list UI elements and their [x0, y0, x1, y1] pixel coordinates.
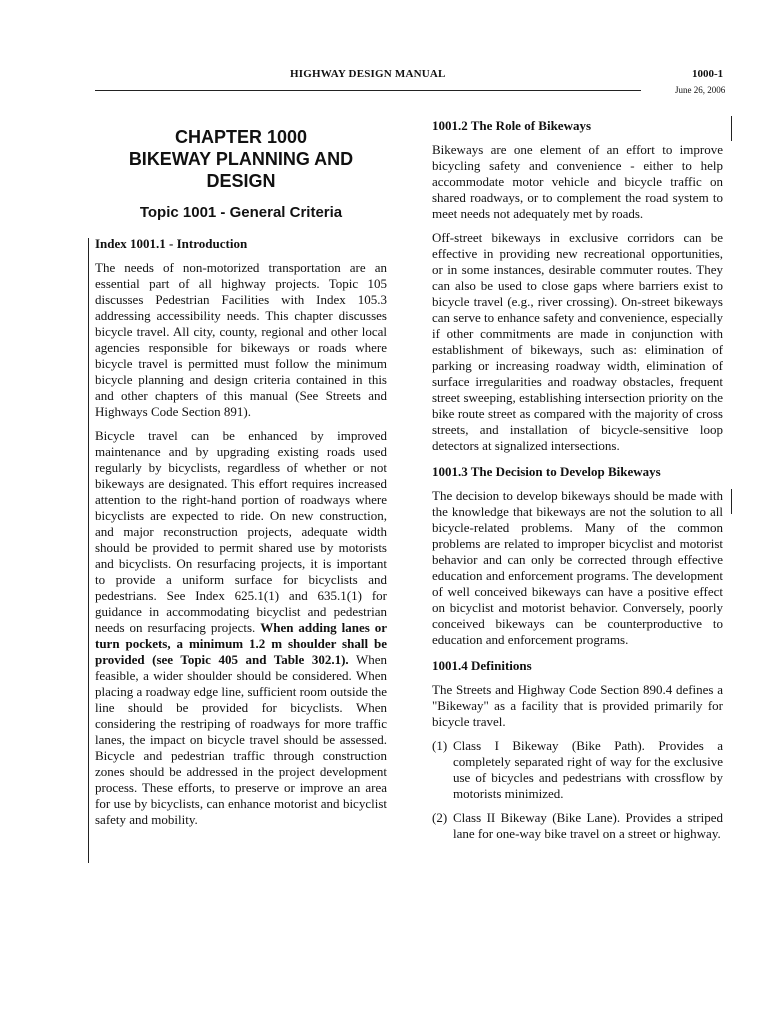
- chapter-title-line-2: BIKEWAY PLANNING AND: [128, 149, 354, 169]
- index-heading: Index 1001.1 - Introduction: [95, 236, 248, 251]
- change-bar-left: [88, 238, 89, 863]
- shoulder-requirement: When adding lanes or turn pockets, a minimum 1.2 m shoulder shall be provided (see Topic 405 and Table 302.1).: [95, 620, 387, 667]
- intro-paragraph-2-end: When feasible, a wider shoulder should be considered. When placing a roadway edge line, sufficient room outside the line should be provided for bicyclists. When considering the restriping of roadways for more traffic lanes, the impact on bicycle travel should be assessed. Bicycle and pedestrian traffic through construction zones should be addressed in the project development process. These efforts, to preserve or improve an area for use by bicyclists, can enhance motorist and bicyclist safety and mobility.: [95, 652, 387, 827]
- decision-heading: 1001.3 The Decision to Develop Bikeways: [432, 464, 661, 479]
- topic-heading: Topic 1001 - General Criteria: [139, 204, 343, 221]
- intro-paragraph-2-start: Bicycle travel can be enhanced by improved maintenance and by upgrading existing roads used regularly by bicyclists, regardless of whether or not bikeways are designated. This effort requires increased attention to the right-hand portion of roadways where bicyclists are expected to ride. On new construction, and major reconstruction projects, adequate width should be provided to permit shared use by motorists and bicyclists. On resurfacing projects, it is important to provide a uniform surface for bicyclists and pedestrians. See Index 625.1(1) and 635.1(1) for guidance in accommodating bicyclist and pedestrian needs on resurfacing projects.: [95, 428, 387, 635]
- intro-paragraph-2: [95, 428, 387, 828]
- decision-paragraph: The decision to develop bikeways should be made with the knowledge that bikeways are not the solution to all bicycle-related problems. Many of the common problems are related to improper bicyclist and motorist behavior and can only be corrected through effective education and enforcement programs. The development of well conceived bikeways can have a positive effect on bicyclist and motorist behavior. Conversely, poorly conceived bikeways can be counterproductive to education and enforcement programs.: [432, 488, 723, 647]
- definitions-paragraph: The Streets and Highway Code Section 890.4 defines a "Bikeway" as a facility that is provided primarily for bicycle travel.: [432, 682, 723, 729]
- change-bar-right-2: [731, 489, 732, 514]
- header-rule: [95, 90, 641, 91]
- left-column: [95, 126, 387, 836]
- definition-text: Class I Bikeway (Bike Path). Provides a completely separated right of way for the exclusive use of bicycles and pedestrians with crossflow by motorists minimized.: [453, 738, 723, 801]
- right-column: [432, 118, 723, 850]
- definition-text: Class II Bikeway (Bike Lane). Provides a striped lane for one-way bike travel on a street or highway.: [453, 810, 723, 841]
- role-of-bikeways-heading: 1001.2 The Role of Bikeways: [432, 118, 592, 133]
- page-number: 1000-1: [692, 68, 724, 80]
- change-bar-right-1: [731, 116, 732, 141]
- definition-number: (1): [432, 738, 448, 753]
- role-paragraph-1: Bikeways are one element of an effort to improve bicycling safety and convenience - either to help accommodate motor vehicle and bicycle traffic on shared roadways, or to complement the road system to meet needs not adequately met by roads.: [432, 142, 723, 221]
- definitions-heading: 1001.4 Definitions: [432, 658, 532, 673]
- running-header-title: HIGHWAY DESIGN MANUAL: [290, 68, 446, 80]
- chapter-title-line-3: DESIGN: [206, 171, 276, 191]
- chapter-title-line-1: CHAPTER 1000: [174, 127, 308, 147]
- definition-item: [432, 810, 723, 842]
- definition-item: [432, 738, 723, 802]
- intro-paragraph-1: The needs of non-motorized transportation are an essential part of all highway projects. Topic 105 discusses Pedestrian Facilities with Index 105.3 addressing accessibility needs. This chapter discusses bicycle travel. All city, county, regional and other local agencies responsible for bikeways or roads where bicycle travel is permitted must follow the minimum bicycle planning and design criteria contained in this and other chapters of this manual (See Streets and Highways Code Section 891).: [95, 260, 387, 419]
- revision-date: June 26, 2006: [675, 85, 726, 95]
- definition-number: (2): [432, 810, 448, 825]
- role-paragraph-2: Off-street bikeways in exclusive corridors can be effective in providing new recreational opportunities, or in some instances, desirable commuter routes. They can also be used to close gaps where barriers exist to bicycle travel (e.g., river crossing). On-street bikeways can serve to enhance safety and convenience, especially if other commitments are made in conjunction with establishment of bikeways, such as: elimination of parking or increasing roadway width, elimination of surface irregularities and roadway obstacles, frequent street sweeping, establishing intersection priority on the bike route street as compared with the majority of cross streets, and installation of bicycle-sensitive loop detectors at signalized intersections.: [432, 230, 723, 453]
